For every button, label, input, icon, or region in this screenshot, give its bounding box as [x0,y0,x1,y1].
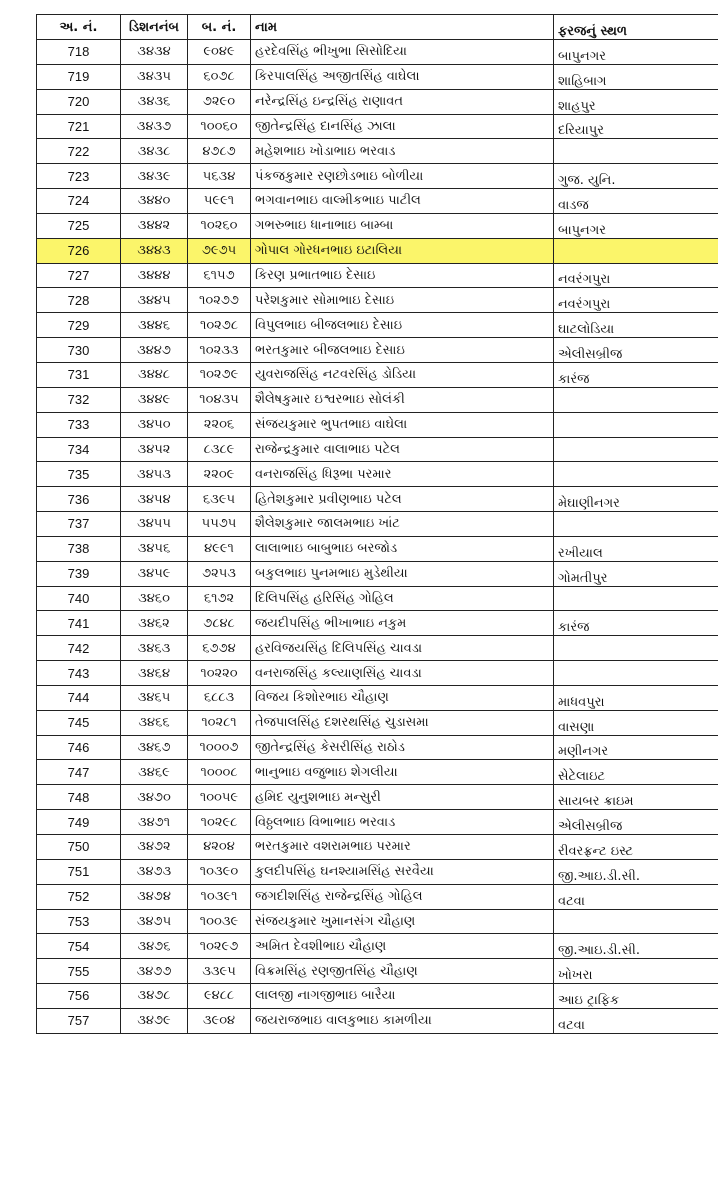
duty-place-cell: બાપુનગર [554,213,718,238]
name-cell: ભરતકુમાર બીજલભાઇ દેસાઇ [251,338,554,363]
desk-number-cell: ૩૪૩૪ [121,40,188,65]
table-row [37,313,718,338]
table-row [37,661,718,686]
table-row [37,40,718,65]
name-cell: લાલાભાઇ બાબુભાઇ બરજોડ [251,536,554,561]
buckle-number-cell: ૮૩૮૯ [188,437,251,462]
serial-cell: 722 [37,139,121,164]
table-row [37,561,718,586]
desk-number-cell: ૩૪૭૩ [121,859,188,884]
buckle-number-cell: ૨૨૦૯ [188,462,251,487]
table-row [37,64,718,89]
header-buckle-number: બ. નં. [188,15,251,40]
desk-number-cell: ૩૪૭૫ [121,909,188,934]
duty-place-cell: સાયબર ક્રાઇમ [554,785,718,810]
name-cell: વિઠ્ઠલભાઇ વિભાભાઇ ભરવાડ [251,810,554,835]
duty-place-cell: વાડજ [554,189,718,214]
name-cell: વનરાજસિંહ કલ્યાણસિંહ ચાવડા [251,661,554,686]
buckle-number-cell: ૪૯૯૧ [188,536,251,561]
buckle-number-cell: ૧૦૦૩૯ [188,909,251,934]
serial-cell: 752 [37,884,121,909]
table-row [37,835,718,860]
table-row [37,387,718,412]
serial-cell: 729 [37,313,121,338]
name-cell: ભરતકુમાર વશરામભાઇ પરમાર [251,835,554,860]
duty-place-cell [554,636,718,661]
name-cell: સંજયકુમાર ખુમાનસંગ ચૌહાણ [251,909,554,934]
desk-number-cell: ૩૪૫૩ [121,462,188,487]
serial-cell: 724 [37,189,121,214]
duty-place-cell: રીવરફ્રન્ટ ઇસ્ટ [554,835,718,860]
desk-number-cell: ૩૪૫૯ [121,561,188,586]
table-row [37,586,718,611]
duty-place-cell: મણીનગર [554,735,718,760]
name-cell: સંજયકુમાર ભુપતભાઇ વાઘેલા [251,412,554,437]
desk-number-cell: ૩૪૬૪ [121,661,188,686]
table-row [37,810,718,835]
name-cell: જયરાજભાઇ વાલકુભાઇ કામળીયા [251,1008,554,1033]
serial-cell: 735 [37,462,121,487]
desk-number-cell: ૩૪૭૯ [121,1008,188,1033]
duty-place-cell [554,238,718,263]
buckle-number-cell: ૬૧૭૨ [188,586,251,611]
desk-number-cell: ૩૪૬૫ [121,685,188,710]
desk-number-cell: ૩૪૪૨ [121,213,188,238]
serial-cell: 733 [37,412,121,437]
buckle-number-cell: ૭૨૯૦ [188,89,251,114]
desk-number-cell: ૩૪૬૦ [121,586,188,611]
name-cell: પરેશકુમાર સોમાભાઇ દેસાઇ [251,288,554,313]
serial-cell: 718 [37,40,121,65]
buckle-number-cell: ૧૦૩૯૦ [188,859,251,884]
buckle-number-cell: ૬૮૮૩ [188,685,251,710]
duty-place-cell: વટવા [554,1008,718,1033]
name-cell: વનરાજસિંહ ધિરૂભા પરમાર [251,462,554,487]
duty-place-cell: આઇ ટ્રાફિક [554,984,718,1009]
name-cell: પંકજકુમાર રણછોડભાઇ બોળીયા [251,164,554,189]
desk-number-cell: ૩૪૩૭ [121,114,188,139]
name-cell: મહેશભાઇ ખોડાભાઇ ભરવાડ [251,139,554,164]
desk-number-cell: ૩૪૪૩ [121,238,188,263]
serial-cell: 726 [37,238,121,263]
desk-number-cell: ૩૪૫૨ [121,437,188,462]
serial-cell: 732 [37,387,121,412]
document-sheet [36,14,706,1034]
desk-number-cell: ૩૪૬૭ [121,735,188,760]
serial-cell: 737 [37,512,121,537]
serial-cell: 739 [37,561,121,586]
desk-number-cell: ૩૪૭૨ [121,835,188,860]
table-row [37,760,718,785]
name-cell: કિરણ પ્રભાતભાઇ દેસાઇ [251,263,554,288]
serial-cell: 755 [37,959,121,984]
serial-cell: 731 [37,362,121,387]
desk-number-cell: ૩૪૩૬ [121,89,188,114]
duty-place-cell [554,909,718,934]
duty-place-cell: એલીસબ્રીજ [554,810,718,835]
serial-cell: 728 [37,288,121,313]
duty-place-cell [554,462,718,487]
buckle-number-cell: ૬૦૭૮ [188,64,251,89]
duty-place-cell: વાસણા [554,710,718,735]
serial-cell: 743 [37,661,121,686]
serial-cell: 723 [37,164,121,189]
name-cell: હરવિજયસિંહ દિલિપસિંહ ચાવડા [251,636,554,661]
buckle-number-cell: ૧૦૪૩૫ [188,387,251,412]
desk-number-cell: ૩૪૫૦ [121,412,188,437]
duty-place-cell: વટવા [554,884,718,909]
serial-cell: 744 [37,685,121,710]
desk-number-cell: ૩૪૩૮ [121,139,188,164]
buckle-number-cell: ૫૯૯૧ [188,189,251,214]
name-cell: ભગવાનભાઇ વાલ્મીકભાઇ પાટીલ [251,189,554,214]
table-row [37,611,718,636]
buckle-number-cell: ૧૦૨૯૭ [188,934,251,959]
buckle-number-cell: ૧૦૨૯૮ [188,810,251,835]
buckle-number-cell: ૧૦૨૬૦ [188,213,251,238]
desk-number-cell: ૩૪૪૯ [121,387,188,412]
buckle-number-cell: ૧૦૨૭૭ [188,288,251,313]
name-cell: વિપુલભાઇ બીજલભાઇ દેસાઇ [251,313,554,338]
serial-cell: 741 [37,611,121,636]
table-row-highlighted [37,238,718,263]
serial-cell: 756 [37,984,121,1009]
table-row [37,114,718,139]
serial-cell: 730 [37,338,121,363]
buckle-number-cell: ૪૭૮૭ [188,139,251,164]
duty-place-cell: બાપુનગર [554,40,718,65]
desk-number-cell: ૩૪૭૮ [121,984,188,1009]
name-cell: અમિત દેવશીભાઇ ચૌહાણ [251,934,554,959]
desk-number-cell: ૩૪૫૪ [121,487,188,512]
buckle-number-cell: ૬૩૯૫ [188,487,251,512]
table-row [37,362,718,387]
name-cell: હમિદ યુનુશભાઇ મન્સુરી [251,785,554,810]
buckle-number-cell: ૧૦૦૫૯ [188,785,251,810]
table-row [37,909,718,934]
serial-cell: 727 [37,263,121,288]
desk-number-cell: ૩૪૭૧ [121,810,188,835]
desk-number-cell: ૩૪૭૪ [121,884,188,909]
desk-number-cell: ૩૪૬૨ [121,611,188,636]
duty-place-cell: શાહિબાગ [554,64,718,89]
desk-number-cell: ૩૪૬૯ [121,760,188,785]
serial-cell: 738 [37,536,121,561]
serial-cell: 720 [37,89,121,114]
desk-number-cell: ૩૪૭૦ [121,785,188,810]
name-cell: હિતેશકુમાર પ્રવીણભાઇ પટેલ [251,487,554,512]
serial-cell: 721 [37,114,121,139]
table-row [37,959,718,984]
duty-place-cell [554,437,718,462]
duty-place-cell [554,586,718,611]
buckle-number-cell: ૩૩૯૫ [188,959,251,984]
buckle-number-cell: ૭૨૫૩ [188,561,251,586]
desk-number-cell: ૩૪૪૦ [121,189,188,214]
duty-place-cell [554,661,718,686]
name-cell: જગદીશસિંહ રાજેન્દ્રસિંહ ગોહિલ [251,884,554,909]
buckle-number-cell: ૧૦૦૦૭ [188,735,251,760]
desk-number-cell: ૩૪૭૭ [121,959,188,984]
serial-cell: 742 [37,636,121,661]
duty-place-cell: શાહપુર [554,89,718,114]
duty-place-cell: દરિયાપુર [554,114,718,139]
serial-cell: 734 [37,437,121,462]
name-cell: ગભરુભાઇ ધાનાભાઇ બામ્બા [251,213,554,238]
duty-place-cell [554,139,718,164]
table-row [37,536,718,561]
serial-cell: 751 [37,859,121,884]
name-cell: જીતેન્દ્રસિંહ કેસરીસિંહ રાઠોડ [251,735,554,760]
desk-number-cell: ૩૪૪૬ [121,313,188,338]
serial-cell: 749 [37,810,121,835]
duty-place-cell: જી.આઇ.ડી.સી. [554,934,718,959]
table-row [37,884,718,909]
name-cell: શૈલેષકુમાર ઇશ્વરભાઇ સોલંકી [251,387,554,412]
table-row [37,288,718,313]
duty-place-cell: માધવપુરા [554,685,718,710]
buckle-number-cell: ૫૫૭૫ [188,512,251,537]
duty-place-cell: ગોમતીપુર [554,561,718,586]
name-cell: શૈલેશકુમાર જાલમભાઇ ખાંટ [251,512,554,537]
header-serial: અ. નં. [37,15,121,40]
buckle-number-cell: ૧૦૩૯૧ [188,884,251,909]
desk-number-cell: ૩૪૩૫ [121,64,188,89]
serial-cell: 746 [37,735,121,760]
serial-cell: 725 [37,213,121,238]
duty-place-cell: જી.આઇ.ડી.સી. [554,859,718,884]
buckle-number-cell: ૬૧૫૭ [188,263,251,288]
desk-number-cell: ૩૪૬૬ [121,710,188,735]
name-cell: હરદેવસિંહ ભીખુભા સિસોદિયા [251,40,554,65]
table-row [37,213,718,238]
serial-cell: 745 [37,710,121,735]
staff-table [36,14,718,1034]
table-row [37,934,718,959]
serial-cell: 736 [37,487,121,512]
table-row [37,462,718,487]
duty-place-cell: ઘાટલોડિયા [554,313,718,338]
name-cell: જીતેન્દ્રસિંહ દાનસિંહ ઝાલા [251,114,554,139]
table-row [37,735,718,760]
serial-cell: 719 [37,64,121,89]
duty-place-cell: મેઘાણીનગર [554,487,718,512]
serial-cell: 757 [37,1008,121,1033]
buckle-number-cell: ૬૭૭૪ [188,636,251,661]
name-cell: યુવરાજસિંહ નટવરસિંહ ડોડિયા [251,362,554,387]
serial-cell: 740 [37,586,121,611]
buckle-number-cell: ૫૬૩૪ [188,164,251,189]
buckle-number-cell: ૩૯૦૪ [188,1008,251,1033]
name-cell: બકુલભાઇ પુનમભાઇ મુડેથીયા [251,561,554,586]
name-cell: દિલિપસિંહ હરિસિંહ ગોહિલ [251,586,554,611]
table-row [37,512,718,537]
name-cell: કિરપાલસિંહ અજીતસિંહ વાઘેલા [251,64,554,89]
duty-place-cell: ખોખરા [554,959,718,984]
header-name: નામ [251,15,554,40]
serial-cell: 747 [37,760,121,785]
buckle-number-cell: ૧૦૨૨૦ [188,661,251,686]
desk-number-cell: ૩૪૪૪ [121,263,188,288]
duty-place-cell [554,387,718,412]
desk-number-cell: ૩૪૩૯ [121,164,188,189]
buckle-number-cell: ૧૦૨૩૩ [188,338,251,363]
table-row [37,685,718,710]
header-desk-number: ડિશનનંબ [121,15,188,40]
table-row [37,487,718,512]
duty-place-cell: સેટેલાઇટ [554,760,718,785]
table-row [37,710,718,735]
header-row [37,15,718,40]
name-cell: ભાનુભાઇ વજુભાઇ શેગલીયા [251,760,554,785]
name-cell: તેજપાલસિંહ દશરથસિંહ ચુડાસમા [251,710,554,735]
table-row [37,984,718,1009]
name-cell: રાજેન્દ્રકુમાર વાલાભાઇ પટેલ [251,437,554,462]
buckle-number-cell: ૭૮૪૮ [188,611,251,636]
table-row [37,189,718,214]
table-row [37,859,718,884]
name-cell: કુલદીપસિંહ ઘનશ્યામસિંહ સરવૈયા [251,859,554,884]
buckle-number-cell: ૪૨૦૪ [188,835,251,860]
name-cell: જયદીપસિંહ ભીખાભાઇ નકુમ [251,611,554,636]
name-cell: લાલજી નાગજીભાઇ બારૈયા [251,984,554,1009]
duty-place-cell: નવરંગપુરા [554,263,718,288]
serial-cell: 748 [37,785,121,810]
buckle-number-cell: ૧૦૨૮૧ [188,710,251,735]
buckle-number-cell: ૭૯૭૫ [188,238,251,263]
duty-place-cell: નવરંગપુરા [554,288,718,313]
desk-number-cell: ૩૪૪૫ [121,288,188,313]
desk-number-cell: ૩૪૫૫ [121,512,188,537]
table-row [37,437,718,462]
header-duty-place: ફરજનું સ્થળ [554,15,718,40]
duty-place-cell: કારંજ [554,362,718,387]
duty-place-cell [554,412,718,437]
table-row [37,89,718,114]
desk-number-cell: ૩૪૭૬ [121,934,188,959]
buckle-number-cell: ૧૦૦૬૦ [188,114,251,139]
table-row [37,164,718,189]
desk-number-cell: ૩૪૬૩ [121,636,188,661]
duty-place-cell [554,512,718,537]
table-body [37,40,718,1034]
buckle-number-cell: ૧૦૦૦૮ [188,760,251,785]
duty-place-cell: રખીયાલ [554,536,718,561]
buckle-number-cell: ૯૪૮૮ [188,984,251,1009]
buckle-number-cell: ૧૦૨૭૮ [188,313,251,338]
duty-place-cell: કારંજ [554,611,718,636]
table-row [37,1008,718,1033]
table-row [37,338,718,363]
name-cell: વિક્રમસિંહ રણજીતસિંહ ચૌહાણ [251,959,554,984]
serial-cell: 750 [37,835,121,860]
table-row [37,412,718,437]
name-cell: વિજય કિશોરભાઇ ચૌહાણ [251,685,554,710]
name-cell: ગોપાલ ગોરધનભાઇ ઇટાલિયા [251,238,554,263]
table-row [37,785,718,810]
buckle-number-cell: ૯૦૪૯ [188,40,251,65]
desk-number-cell: ૩૪૫૬ [121,536,188,561]
name-cell: નરેન્દ્રસિંહ ઇન્દ્રસિંહ રાણાવત [251,89,554,114]
table-row [37,263,718,288]
buckle-number-cell: ૧૦૨૭૯ [188,362,251,387]
desk-number-cell: ૩૪૪૮ [121,362,188,387]
table-row [37,139,718,164]
table-row [37,636,718,661]
duty-place-cell: એલીસબ્રીજ [554,338,718,363]
desk-number-cell: ૩૪૪૭ [121,338,188,363]
serial-cell: 753 [37,909,121,934]
serial-cell: 754 [37,934,121,959]
buckle-number-cell: ૨૨૦૬ [188,412,251,437]
duty-place-cell: ગુજ. યુનિ. [554,164,718,189]
